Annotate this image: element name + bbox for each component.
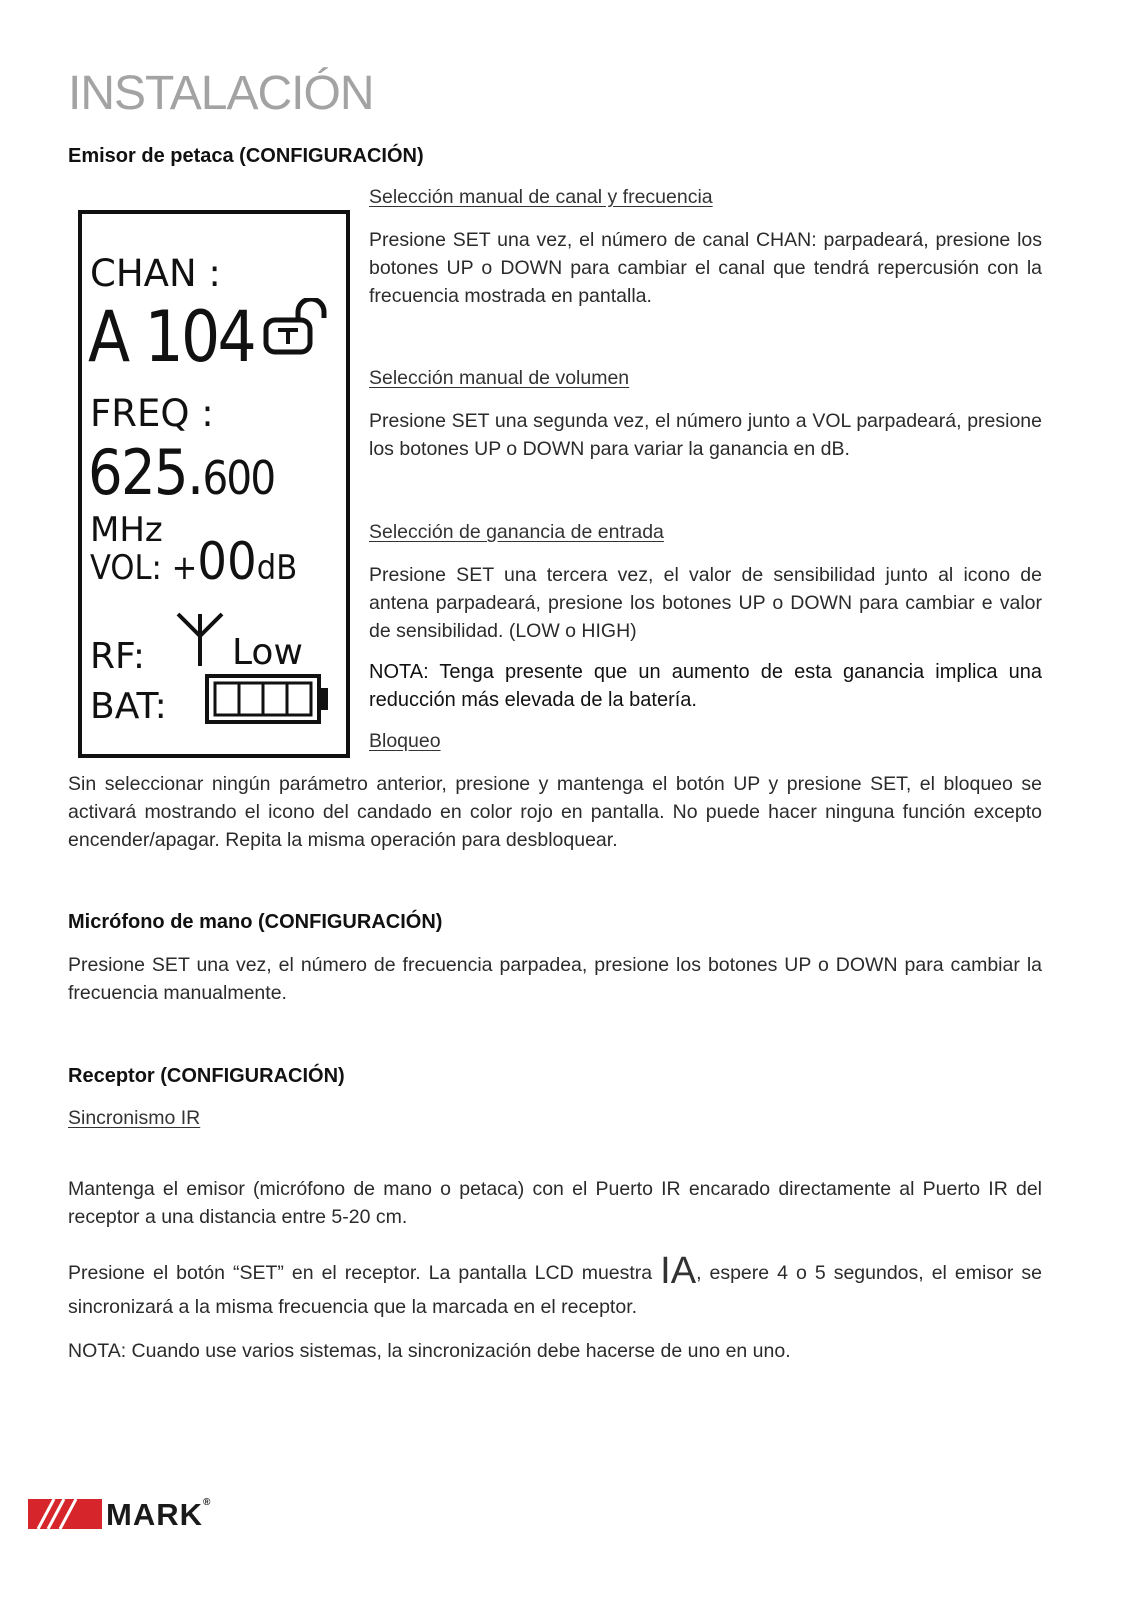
lcd-rf-label: RF: bbox=[90, 636, 146, 677]
lcd-freq-value: 625.600 bbox=[88, 436, 275, 509]
brand-name: MARK® bbox=[106, 1497, 212, 1532]
receptor-text-2: Presione el botón “SET” en el receptor. La pantalla LCD muestra IA, espere 4 o 5 segundos, el emisor se sincronizará a la misma frecuencia que la marcada en el receptor. bbox=[68, 1250, 1042, 1318]
microfono-text: Presione SET una vez, el número de frecuencia parpadea, presione los botones UP o DOWN para cambiar la frecuencia manualmente. bbox=[68, 954, 1042, 1004]
section-title-ganancia: Selección de ganancia de entrada bbox=[369, 521, 664, 543]
lcd-freq-label: FREQ : bbox=[90, 392, 214, 435]
lcd-chan-value: A 104 bbox=[88, 296, 255, 378]
section-note-ganancia: NOTA: Tenga presente que un aumento de esta ganancia implica una reducción más elevada de la batería. bbox=[369, 661, 1042, 711]
ia-display-symbol: IA bbox=[660, 1250, 697, 1292]
page-title: INSTALACIÓN bbox=[68, 67, 374, 120]
receptor-heading: Receptor (CONFIGURACIÓN) bbox=[68, 1065, 345, 1087]
lcd-chan-label: CHAN : bbox=[90, 252, 221, 295]
receptor-text-1: Mantenga el emisor (micrófono de mano o petaca) con el Puerto IR encarado directamente al Puerto IR del receptor a una distancia entre 5-20 cm. bbox=[68, 1178, 1042, 1228]
section-text-ganancia: Presione SET una tercera vez, el valor de sensibilidad junto al icono de antena parpadeará, presione los botones UP o DOWN para cambiar e valor de sensibilidad. (LOW o HIGH) bbox=[369, 564, 1042, 642]
lcd-vol: VOL: +00dB bbox=[90, 532, 298, 592]
receptor-sub-sincronismo: Sincronismo IR bbox=[68, 1107, 201, 1129]
antenna-icon bbox=[174, 610, 226, 670]
mark-logo-icon bbox=[28, 1499, 102, 1529]
emisor-heading: Emisor de petaca (CONFIGURACIÓN) bbox=[68, 145, 424, 167]
lcd-bat-label: BAT: bbox=[90, 686, 167, 727]
padlock-icon bbox=[262, 298, 334, 358]
section-title-bloqueo: Bloqueo bbox=[369, 730, 441, 752]
section-title-volumen: Selección manual de volumen bbox=[369, 367, 630, 389]
section-text-bloqueo: Sin seleccionar ningún parámetro anterior, presione y mantenga el botón UP y presione SET, el bloqueo se activará mostrando el icono del candado en color rojo en pantalla. No puede hacer ninguna función excepto encender/apagar. Repita la misma operación para desbloquear. bbox=[68, 773, 1042, 851]
microfono-heading: Micrófono de mano (CONFIGURACIÓN) bbox=[68, 911, 443, 933]
lcd-display-illustration bbox=[78, 210, 350, 758]
lcd-freq-unit: MHz bbox=[90, 510, 163, 550]
section-text-canal: Presione SET una vez, el número de canal CHAN: parpadeará, presione los botones UP o DOWN para cambiar el canal que tendrá repercusión con la frecuencia mostrada en pantalla. bbox=[369, 229, 1042, 307]
section-text-volumen: Presione SET una segunda vez, el número junto a VOL parpadeará, presione los botones UP o DOWN para variar la ganancia en dB. bbox=[369, 410, 1042, 460]
receptor-note: NOTA: Cuando use varios sistemas, la sincronización debe hacerse de uno en uno. bbox=[68, 1340, 791, 1362]
battery-icon bbox=[204, 672, 330, 726]
section-title-canal: Selección manual de canal y frecuencia bbox=[369, 186, 713, 208]
lcd-rf-value: Low bbox=[232, 632, 303, 673]
